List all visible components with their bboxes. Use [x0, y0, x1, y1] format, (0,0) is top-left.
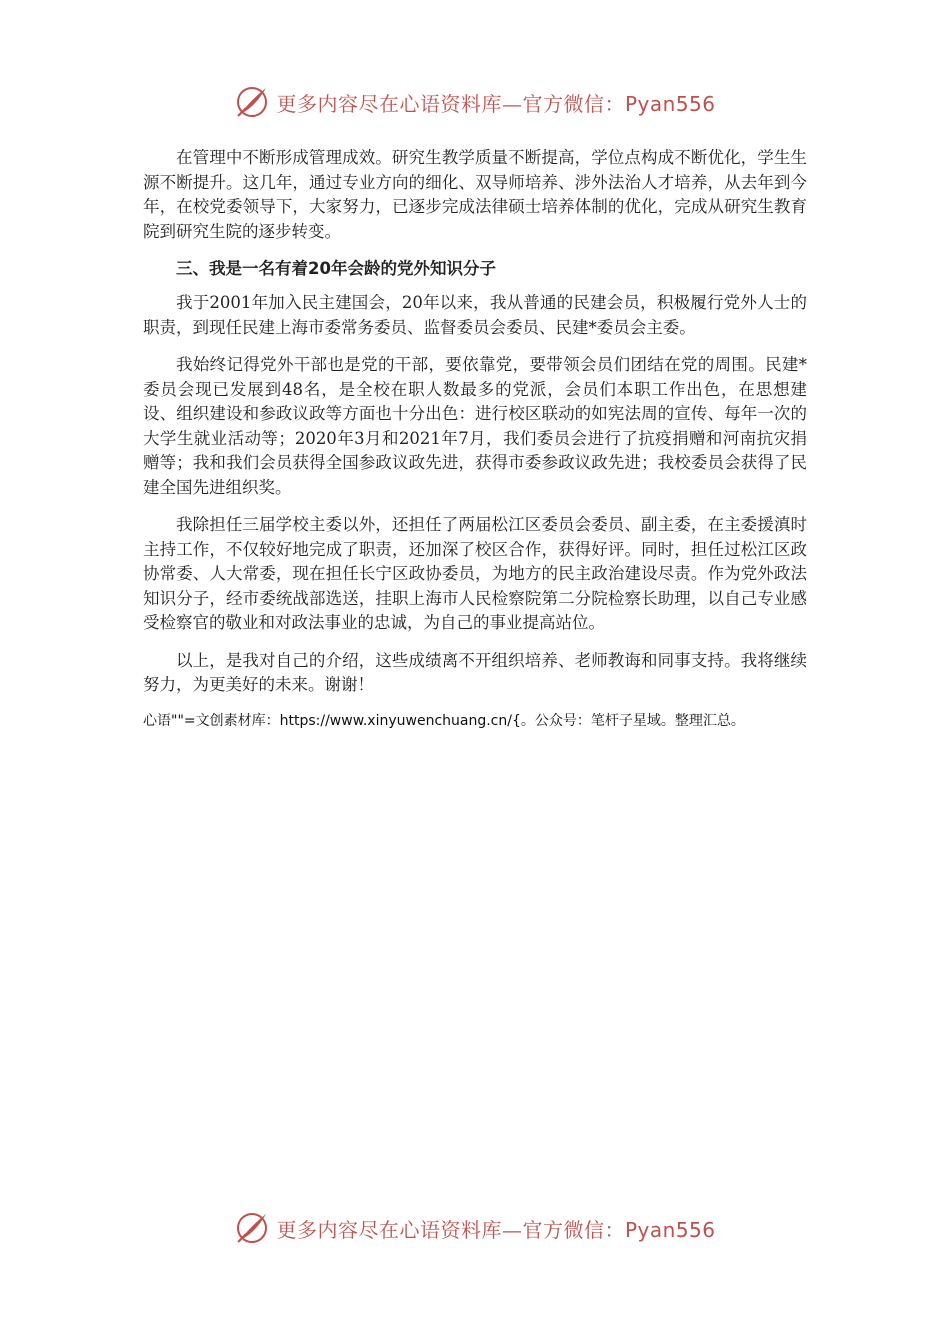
document-body [143, 146, 807, 731]
section-heading: 三、我是一名有着20年会龄的党外知识分子 [176, 259, 496, 278]
quill-logo-icon [234, 84, 270, 120]
paragraph: 以上，是我对自己的介绍，这些成绩离不开组织培养、老师教诲和同事支持。我将继续努力，为更美好的未来。谢谢！ [143, 650, 807, 694]
banner-text: 更多内容尽在心语资料库—官方微信：Pyan556 [276, 91, 716, 116]
banner-text: 更多内容尽在心语资料库—官方微信：Pyan556 [276, 1217, 716, 1242]
header-banner [0, 82, 950, 122]
footer-banner [0, 1208, 950, 1248]
banner-handle: Pyan556 [624, 1217, 716, 1242]
paragraph: 我于2001年加入民主建国会，20年以来，我从普通的民建会员，积极履行党外人士的职责，到现任民建上海市委常务委员、监督委员会委员、民建*委员会主委。 [143, 293, 807, 337]
paragraph: 我始终记得党外干部也是党的干部，要依靠党，要带领会员们团结在党的周围。民建*委员会现已发展到48名，是全校在职人数最多的党派，会员们本职工作出色，在思想建设、组织建设和参政议政等方面也十分出色：进行校区联动的如宪法周的宣传、每年一次的大学生就业活动等；2020年3月和2021年7月，我们委员会进行了抗疫捐赠和河南抗灾捐赠等；我和我们会员获得全国参政议政先进，获得市委参政议政先进；我校委员会获得了民建全国先进组织奖。 [143, 355, 807, 497]
banner-handle: Pyan556 [624, 91, 716, 116]
paragraph: 我除担任三届学校主委以外，还担任了两届松江区委员会委员、副主委，在主委援滇时主持工作，不仅较好地完成了职责，还加深了校区合作，获得好评。同时，担任过松江区政协常委、人大常委，现在担任长宁区政协委员，为地方的民主政治建设尽责。作为党外政法知识分子，经市委统战部选送，挂职上海市人民检察院第二分院检察长助理，以自己专业感受检察官的敬业和对政法事业的忠诚，为自己的事业提高站位。 [143, 515, 807, 632]
source-note: 心语""=文创素材库：https://www.xinyuwenchuang.cn/{。公众号：笔杆子星域。整理汇总。 [143, 712, 745, 729]
quill-logo-icon [234, 1210, 270, 1246]
paragraph: 在管理中不断形成管理成效。研究生教学质量不断提高，学位点构成不断优化，学生生源不断提升。这几年，通过专业方向的细化、双导师培养、涉外法治人才培养，从去年到今年，在校党委领导下，大家努力，已逐步完成法律硕士培养体制的优化，完成从研究生教育院到研究生院的逐步转变。 [143, 148, 807, 241]
